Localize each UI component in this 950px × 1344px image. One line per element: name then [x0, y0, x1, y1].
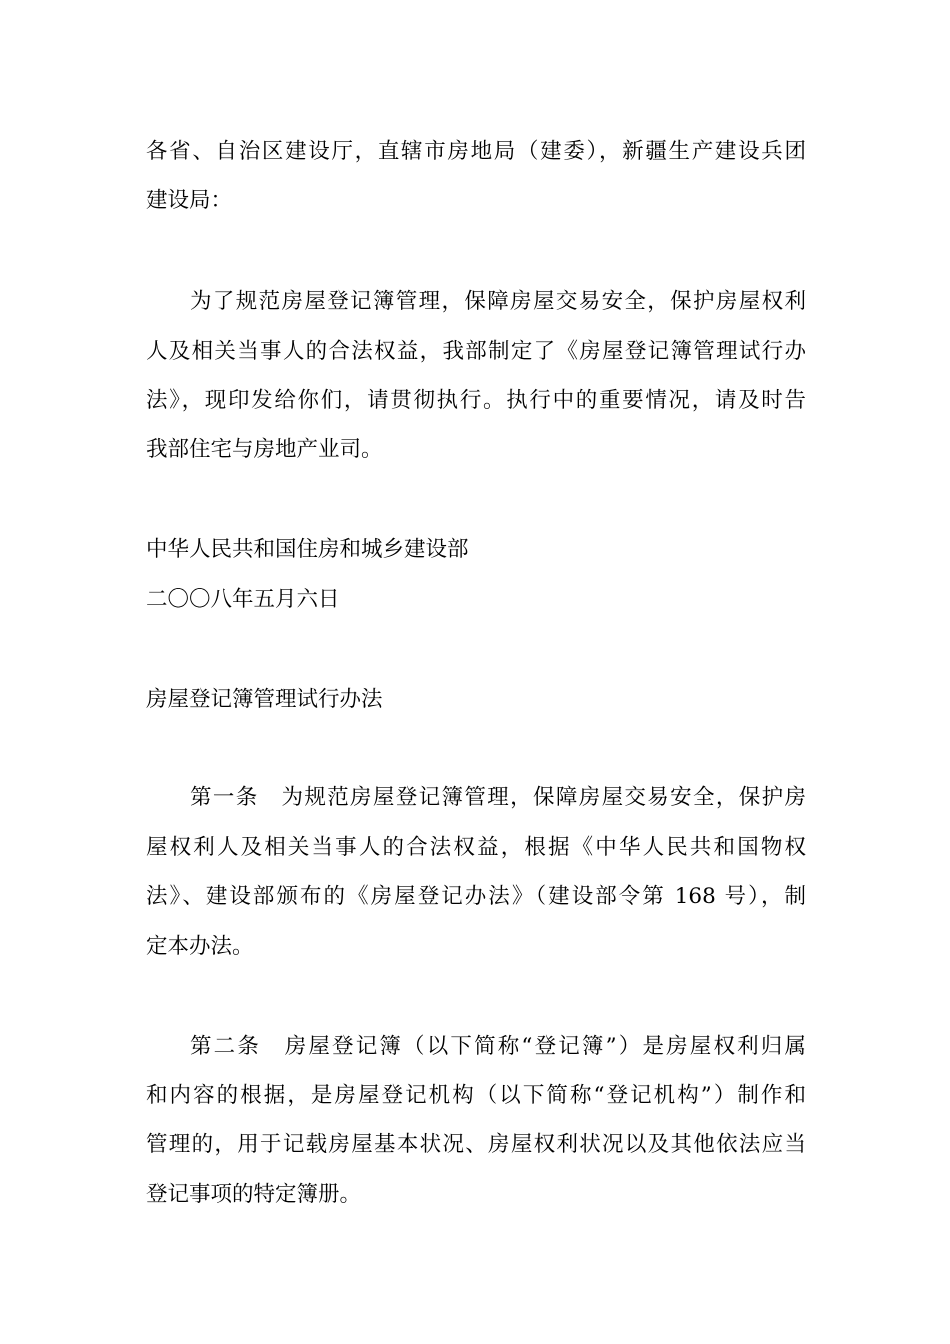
issuer: 中华人民共和国住房和城乡建设部: [146, 537, 469, 562]
addressee-line-2: 建设局：: [146, 188, 233, 213]
measures-title: 房屋登记簿管理试行办法: [146, 687, 383, 712]
article-2-line-3: 管理的，用于记载房屋基本状况、房屋权利状况以及其他依法应当: [146, 1132, 806, 1157]
notice-line-4: 我部住宅与房地产业司。: [146, 437, 383, 462]
article-1-line-1: 第一条 为规范房屋登记簿管理，保障房屋交易安全，保护房: [190, 785, 806, 810]
article-1-line-2: 屋权利人及相关当事人的合法权益，根据《中华人民共和国物权: [146, 835, 806, 860]
article-1-line-4: 定本办法。: [146, 934, 254, 959]
addressee-line-1: 各省、自治区建设厅，直辖市房地局（建委），新疆生产建设兵团: [146, 139, 806, 164]
notice-line-1: 为了规范房屋登记簿管理，保障房屋交易安全，保护房屋权利: [190, 289, 806, 314]
article-2-line-4: 登记事项的特定簿册。: [146, 1182, 362, 1207]
notice-line-2: 人及相关当事人的合法权益，我部制定了《房屋登记簿管理试行办: [146, 339, 806, 364]
article-1-line-3: 法》、建设部颁布的《房屋登记办法》（建设部令第 168 号），制: [146, 884, 806, 909]
article-2-line-2: 和内容的根据，是房屋登记机构（以下简称“登记机构”）制作和: [146, 1083, 806, 1108]
notice-line-3: 法》，现印发给你们，请贯彻执行。执行中的重要情况，请及时告: [146, 388, 806, 413]
article-2-line-1: 第二条 房屋登记簿（以下简称“登记簿”）是房屋权利归属: [190, 1034, 806, 1059]
issue-date: 二〇〇八年五月六日: [146, 587, 340, 612]
